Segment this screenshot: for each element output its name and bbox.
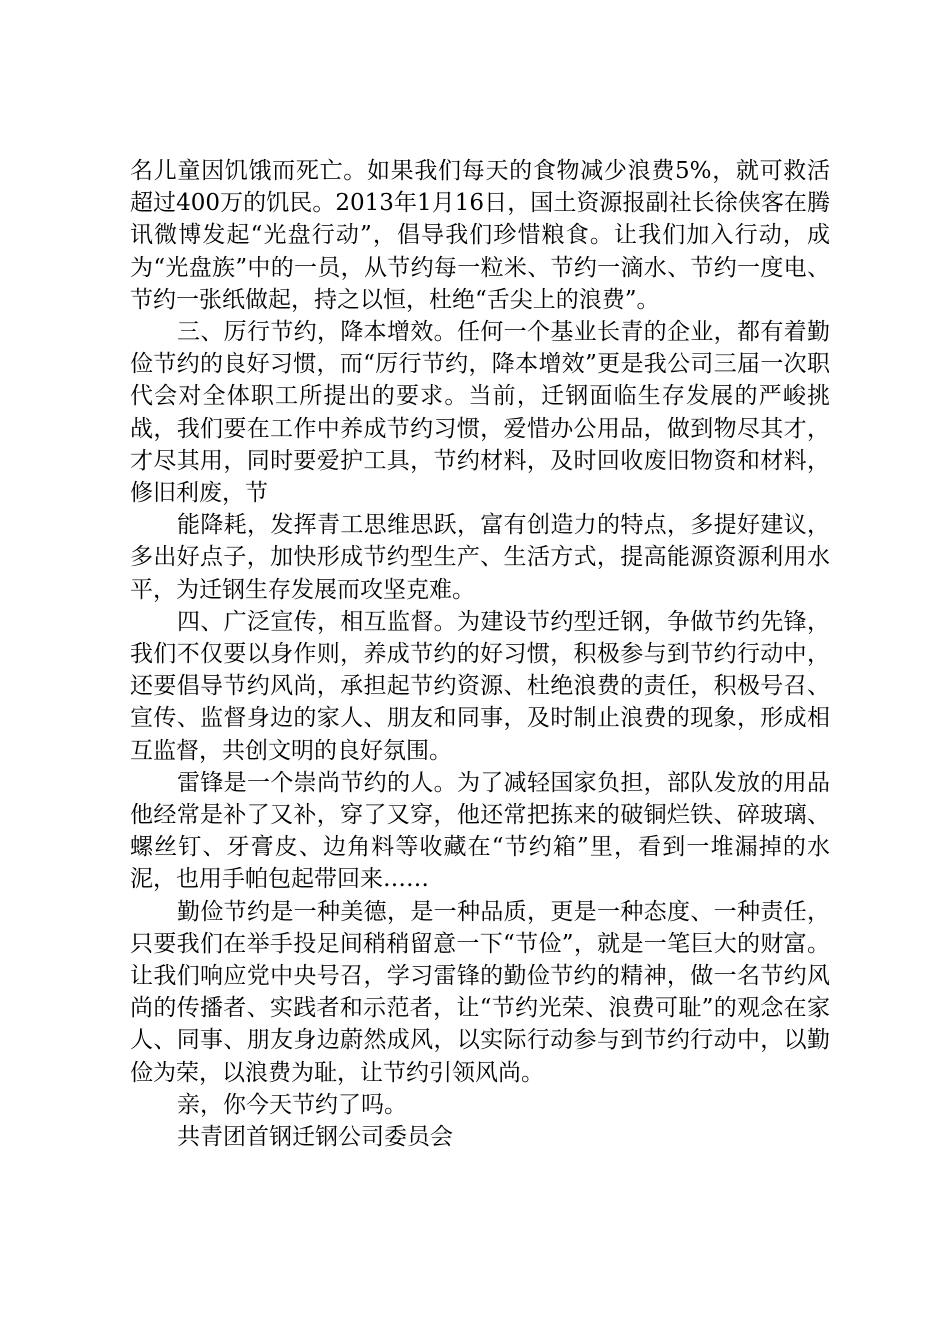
paragraph-conclusion: 勤俭节约是一种美德，是一种品质，更是一种态度、一种责任，只要我们在举手投足间稍稍留意一下“节俭”，就是一笔巨大的财富。让我们响应党中央号召，学习雷锋的勤俭节约的精神，做一名节约风尚的传播者、实践者和示范者，让“节约光荣、浪费可耻”的观念在家人、同事、朋友身边蔚然成风，以实际行动参与到节约行动中，以勤俭为荣，以浪费为耻，让节约引领风尚。 xyxy=(130,898,830,1086)
paragraph-lei-feng: 雷锋是一个崇尚节约的人。为了减轻国家负担，部队发放的用品他经常是补了又补，穿了又穿，他还常把拣来的破铜烂铁、碎玻璃、螺丝钉、牙膏皮、边角料等收藏在“节约箱”里，看到一堆漏掉的水泥，也用手帕包起带回来…… xyxy=(130,769,830,893)
paragraph-section-four: 四、广泛宣传，相互监督。为建设节约型迁钢，争做节约先锋，我们不仅要以身作则，养成节约的好习惯，积极参与到节约行动中，还要倡导节约风尚，承担起节约资源、杜绝浪费的责任，积极号召、宣传、监督身边的家人、朋友和同事，及时制止浪费的现象，形成相互监督，共创文明的良好氛围。 xyxy=(130,608,830,764)
paragraph-section-three: 三、厉行节约，降本增效。任何一个基业长青的企业，都有着勤俭节约的良好习惯，而“厉行节约，降本增效”更是我公司三届一次职代会对全体职工所提出的要求。当前，迁钢面临生存发展的严峻挑战，我们要在工作中养成节约习惯，爱惜办公用品，做到物尽其才，才尽其用，同时要爱护工具，节约材料，及时回收废旧物资和材料，修旧利废，节 xyxy=(130,319,830,507)
signature-line: 共青团首钢迁钢公司委员会 xyxy=(177,1124,453,1151)
paragraph-closing-question: 亲，你今天节约了吗。 xyxy=(177,1091,407,1118)
paragraph-continuation: 名儿童因饥饿而死亡。如果我们每天的食物减少浪费5%，就可救活超过400万的饥民。2013年1月16日，国土资源报副社长徐侠客在腾讯微博发起“光盘行动”，倡导我们珍惜粮食。让我们加入行动，成为“光盘族”中的一员，从节约每一粒米、节约一滴水、节约一度电、节约一张纸做起，持之以恒，杜绝“舌尖上的浪费”。 xyxy=(130,158,830,313)
document-body xyxy=(130,155,830,1153)
paragraph-energy-saving: 能降耗，发挥青工思维思跃，富有创造力的特点，多提好建议，多出好点子，加快形成节约型生产、生活方式，提高能源资源利用水平，为迁钢生存发展而攻坚克难。 xyxy=(130,512,830,603)
